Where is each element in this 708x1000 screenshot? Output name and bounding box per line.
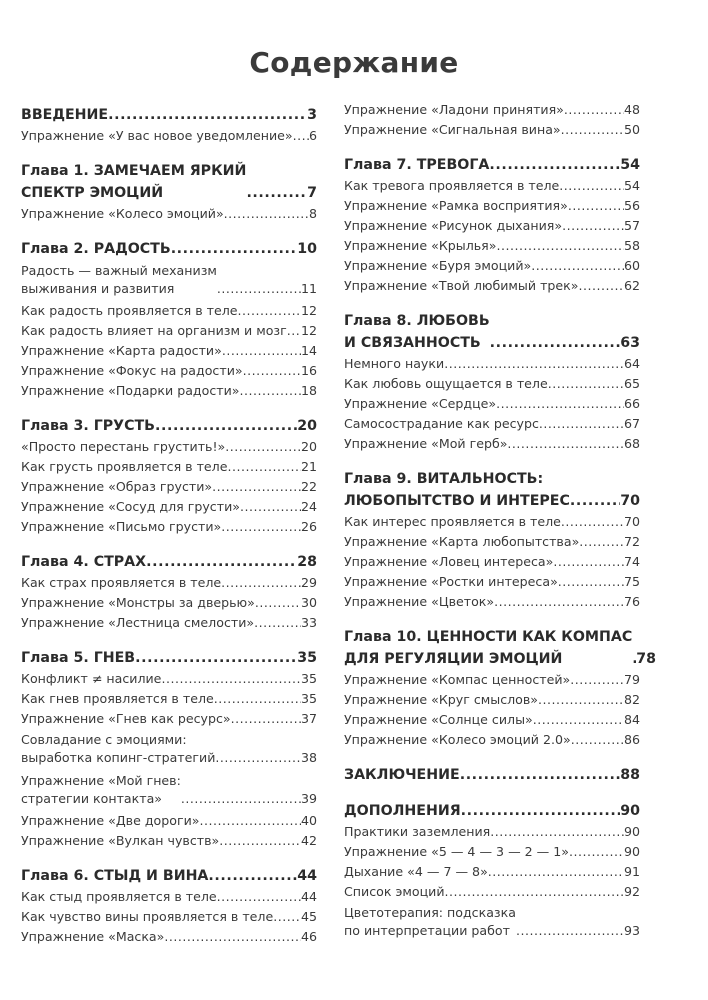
page-number: 82: [623, 692, 640, 707]
toc-entry[interactable]: [21, 669, 317, 689]
page-number: 37: [300, 711, 317, 726]
toc-entry[interactable]: [21, 361, 317, 381]
page-number: 16: [300, 363, 317, 378]
toc-entry-title: Упражнение «Ловец интереса»: [344, 554, 554, 569]
page-number: 88: [620, 767, 640, 783]
page-number: 38: [300, 750, 317, 765]
toc-entry[interactable]: [344, 902, 640, 943]
dot-leader: [490, 332, 621, 354]
dot-leader: [212, 477, 301, 497]
dot-leader: [199, 811, 301, 831]
dot-leader: [564, 100, 624, 120]
toc-entry[interactable]: [344, 120, 640, 140]
toc-entry-title: Как страх проявляется в теле: [21, 575, 222, 590]
page-number: 26: [300, 519, 317, 534]
dot-leader: [570, 670, 624, 690]
toc-entry[interactable]: [21, 321, 317, 341]
page-number: 45: [300, 909, 317, 924]
dot-leader: [578, 276, 624, 296]
toc-entry[interactable]: [21, 477, 317, 497]
toc-entry[interactable]: [21, 770, 317, 811]
toc-entry[interactable]: [344, 862, 640, 882]
dot-leader: [571, 730, 624, 750]
dot-leader: [539, 414, 624, 434]
page-number: 50: [623, 122, 640, 137]
toc-entry-title: Глава 1. ЗАМЕЧАЕМ ЯРКИЙ СПЕКТР ЭМОЦИЙ: [21, 163, 247, 201]
dot-leader: [171, 238, 298, 260]
page-number: 62: [623, 278, 640, 293]
page-number: 20: [297, 418, 317, 434]
dot-leader: [559, 176, 624, 196]
toc-entry-title: Радость — важный механизм выживания и развития: [21, 263, 217, 296]
toc-entry[interactable]: [344, 690, 640, 710]
dot-leader: [219, 831, 301, 851]
page-number: 46: [300, 929, 317, 944]
toc-entry-title: Упражнение «У вас новое уведомление»: [21, 128, 293, 143]
toc-entry[interactable]: [21, 811, 317, 831]
toc-entry-title: Как интерес проявляется в теле: [344, 514, 561, 529]
toc-entry-title: Как тревога проявляется в теле: [344, 178, 560, 193]
toc-chapter-entry[interactable]: [21, 104, 317, 126]
toc-entry[interactable]: [21, 831, 317, 851]
dot-leader: [561, 120, 624, 140]
page-number: 22: [300, 479, 317, 494]
page-number: 78: [636, 651, 657, 667]
page-number: 12: [300, 323, 317, 338]
dot-leader: [208, 865, 297, 887]
page-number: 76: [623, 594, 640, 609]
toc-entry[interactable]: [344, 236, 640, 256]
toc-entry[interactable]: [21, 927, 317, 947]
toc-entry-title: Упражнение «Мой гнев: стратегии контакта»: [21, 773, 181, 806]
dot-leader: [217, 280, 301, 298]
page-number: 48: [623, 102, 640, 117]
toc-entry-title: Упражнение «Письмо грусти»: [21, 519, 222, 534]
page-number: 44: [297, 868, 317, 884]
dot-leader: [538, 690, 624, 710]
toc-entry-title: Упражнение «Монстры за дверью»: [21, 595, 255, 610]
dot-leader: [533, 710, 624, 730]
page-number: 44: [300, 889, 317, 904]
dot-leader: [181, 790, 301, 808]
toc-entry[interactable]: [344, 572, 640, 592]
toc-entry-title: Как гнев проявляется в теле: [21, 691, 214, 706]
dot-leader: [494, 592, 624, 612]
dot-leader: [488, 862, 624, 882]
toc-entry-title: Упражнение «Карта любопытства»: [344, 534, 580, 549]
toc-entry-title: Список эмоций: [344, 884, 445, 899]
toc-entry-title: Упражнение «Колесо эмоций»: [21, 206, 224, 221]
toc-entry-title: Дыхание «4 — 7 — 8»: [344, 864, 488, 879]
toc-entry-title: Как грусть проявляется в теле: [21, 459, 228, 474]
toc-entry-title: ЗАКЛЮЧЕНИЕ: [344, 767, 460, 783]
toc-entry-title: Упражнение «Маска»: [21, 929, 165, 944]
toc-entry-title: Упражнение «Цветок»: [344, 594, 495, 609]
toc-entry-title: «Просто перестань грустить!»: [21, 439, 226, 454]
page-number: 84: [623, 712, 640, 727]
toc-entry[interactable]: [21, 729, 317, 770]
toc-entry[interactable]: [344, 100, 640, 120]
page-number: 29: [300, 575, 317, 590]
toc-entry[interactable]: [21, 573, 317, 593]
toc-entry-title: Упражнение «Образ грусти»: [21, 479, 213, 494]
toc-entry-title: Как радость влияет на организм и мозг: [21, 323, 287, 338]
dot-leader: [239, 381, 300, 401]
toc-entry[interactable]: [344, 532, 640, 552]
dot-leader: [217, 887, 301, 907]
toc-entry-title: Упражнение «Сосуд для грусти»: [21, 499, 240, 514]
toc-chapter-entry[interactable]: [21, 415, 317, 437]
page-number: 70: [620, 493, 640, 509]
toc-entry[interactable]: [344, 176, 640, 196]
toc-entry-title: Упражнение «Солнце силы»: [344, 712, 533, 727]
page-number: 90: [620, 803, 640, 819]
toc-entry-title: Упражнение «Буря эмоций»: [344, 258, 532, 273]
page-number: 24: [300, 499, 317, 514]
dot-leader: [562, 216, 624, 236]
toc-entry[interactable]: [344, 414, 640, 434]
page-number: 35: [300, 691, 317, 706]
dot-leader: [231, 709, 301, 729]
toc-entry-title: Конфликт ≠ насилие: [21, 671, 162, 686]
page-number: 91: [623, 864, 640, 879]
toc-chapter-entry[interactable]: [344, 154, 640, 176]
dot-leader: [215, 749, 301, 767]
dot-leader: [579, 532, 624, 552]
dot-leader: [516, 922, 624, 940]
page-number: 54: [623, 178, 640, 193]
dot-leader: [243, 361, 301, 381]
dot-leader: [238, 301, 301, 321]
toc-entry-title: ДОПОЛНЕНИЯ: [344, 803, 461, 819]
toc-entry[interactable]: [21, 341, 317, 361]
toc-entry-title: Глава 9. ВИТАЛЬНОСТЬ: ЛЮБОПЫТСТВО И ИНТЕРЕС: [344, 471, 570, 509]
page-number: 14: [300, 343, 317, 358]
page-number: 66: [623, 396, 640, 411]
dot-leader: [155, 415, 297, 437]
toc-entry-title: Упражнение «Две дороги»: [21, 813, 200, 828]
page-number: 74: [623, 554, 640, 569]
page-number: 63: [620, 335, 640, 351]
dot-leader: [225, 437, 301, 457]
toc-entry-title: Упражнение «Круг смыслов»: [344, 692, 539, 707]
page-number: 10: [297, 241, 317, 257]
toc-chapter-entry[interactable]: [21, 160, 317, 204]
dot-leader: [490, 822, 624, 842]
dot-leader: [558, 572, 624, 592]
page-number: 18: [300, 383, 317, 398]
toc-entry-title: Упражнение «Фокус на радости»: [21, 363, 243, 378]
dot-leader: [287, 321, 301, 341]
page-number: 90: [623, 824, 640, 839]
page-number: 72: [623, 534, 640, 549]
toc-entry[interactable]: [21, 709, 317, 729]
toc-entry-title: Как чувство вины проявляется в теле: [21, 909, 274, 924]
toc-chapter-entry[interactable]: [344, 764, 640, 786]
toc-entry-title: Глава 6. СТЫД И ВИНА: [21, 868, 209, 884]
page-number: 42: [300, 833, 317, 848]
toc-entry-title: Совладание с эмоциями: выработка копинг-стратегий: [21, 732, 216, 765]
toc-entry[interactable]: [21, 126, 317, 146]
toc-entry[interactable]: [344, 882, 640, 902]
dot-leader: [108, 104, 307, 126]
toc-entry-title: Упражнение «Вулкан чувств»: [21, 833, 220, 848]
toc-left-column: [21, 100, 317, 947]
page-number: 75: [623, 574, 640, 589]
dot-leader: [164, 927, 301, 947]
toc-entry[interactable]: [344, 276, 640, 296]
page-number: 35: [300, 671, 317, 686]
toc-entry-title: Самосострадание как ресурс: [344, 416, 539, 431]
toc-entry[interactable]: [344, 196, 640, 216]
toc-entry-title: ВВЕДЕНИЕ: [21, 107, 109, 123]
page-number: 56: [623, 198, 640, 213]
dot-leader: [135, 647, 297, 669]
page-number: 20: [300, 439, 317, 454]
dot-leader: [531, 256, 624, 276]
toc-entry-title: Глава 8. ЛЮБОВЬ И СВЯЗАННОСТЬ: [344, 313, 490, 351]
toc-entry-title: Упражнение «Ладони принятия»: [344, 102, 564, 117]
toc-entry[interactable]: [344, 842, 640, 862]
dot-leader: [460, 764, 621, 786]
page-number: 35: [297, 650, 317, 666]
page-number: 7: [307, 185, 317, 201]
toc-chapter-entry[interactable]: [344, 626, 657, 670]
page-number: 28: [297, 554, 317, 570]
toc-entry-title: Упражнение «Мой герб»: [344, 436, 508, 451]
toc-entry-title: Упражнение «Сигнальная вина»: [344, 122, 561, 137]
toc-entry-title: Упражнение «Сердце»: [344, 396, 497, 411]
toc-entry-title: Как стыд проявляется в теле: [21, 889, 217, 904]
toc-entry-title: Глава 4. СТРАХ: [21, 554, 147, 570]
page-number: 39: [300, 791, 317, 806]
toc-chapter-entry[interactable]: [21, 865, 317, 887]
toc-entry[interactable]: [344, 216, 640, 236]
toc-entry-title: Упражнение «Колесо эмоций 2.0»: [344, 732, 571, 747]
toc-entry[interactable]: [21, 613, 317, 633]
dot-leader: [214, 689, 301, 709]
toc-chapter-entry[interactable]: [21, 238, 317, 260]
toc-entry[interactable]: [21, 457, 317, 477]
toc-right-column: [344, 100, 657, 943]
toc-entry-title: Глава 3. ГРУСТЬ: [21, 418, 155, 434]
page-title: Содержание: [249, 46, 459, 79]
page-number: 79: [623, 672, 640, 687]
toc-entry-title: Упражнение «Рамка восприятия»: [344, 198, 568, 213]
dot-leader: [444, 354, 624, 374]
page-number: 92: [623, 884, 640, 899]
dot-leader: [496, 394, 624, 414]
toc-entry-title: Упражнение «Ростки интереса»: [344, 574, 558, 589]
toc-entry-title: Глава 5. ГНЕВ: [21, 650, 136, 666]
page-number: 60: [623, 258, 640, 273]
toc-entry[interactable]: [344, 256, 640, 276]
dot-leader: [146, 551, 297, 573]
dot-leader: [222, 341, 301, 361]
page-number: 90: [623, 844, 640, 859]
toc-entry-title: Упражнение «Подарки радости»: [21, 383, 240, 398]
dot-leader: [561, 512, 624, 532]
toc-entry-title: Глава 10. ЦЕННОСТИ КАК КОМПАС ДЛЯ РЕГУЛЯЦИИ ЭМОЦИЙ: [344, 629, 633, 667]
toc-chapter-entry[interactable]: [344, 800, 640, 822]
toc-entry-title: Упражнение «Крылья»: [344, 238, 497, 253]
dot-leader: [568, 196, 624, 216]
dot-leader: [548, 374, 624, 394]
page-number: 21: [300, 459, 317, 474]
toc-entry-title: Упражнение «Компас ценностей»: [344, 672, 571, 687]
toc-entry[interactable]: [344, 730, 640, 750]
toc-entry[interactable]: [21, 887, 317, 907]
dot-leader: [161, 669, 301, 689]
toc-chapter-entry[interactable]: [21, 647, 317, 669]
page-number: 8: [308, 206, 317, 221]
page-number: 67: [623, 416, 640, 431]
page-number: 64: [623, 356, 640, 371]
toc-chapter-entry[interactable]: [21, 551, 317, 573]
toc-entry[interactable]: [21, 689, 317, 709]
toc-entry[interactable]: [21, 381, 317, 401]
dot-leader: [254, 613, 301, 633]
toc-chapter-entry[interactable]: [344, 310, 640, 354]
toc-entry[interactable]: [344, 592, 640, 612]
page-number: 57: [623, 218, 640, 233]
dot-leader: [496, 236, 624, 256]
page-number: 3: [307, 107, 317, 123]
dot-leader: [570, 490, 620, 512]
dot-leader: [507, 434, 624, 454]
toc-entry[interactable]: [21, 593, 317, 613]
toc-chapter-entry[interactable]: [344, 468, 640, 512]
dot-leader: [489, 154, 620, 176]
toc-entry-title: Цветотерапия: подсказка по интерпретации работ: [344, 905, 516, 938]
toc-entry[interactable]: [344, 512, 640, 532]
page-number: 6: [308, 128, 317, 143]
page-number: 58: [623, 238, 640, 253]
toc-entry[interactable]: [21, 497, 317, 517]
page-number: 30: [300, 595, 317, 610]
toc-entry[interactable]: [21, 204, 317, 224]
page-number: 40: [300, 813, 317, 828]
dot-leader: [221, 573, 301, 593]
toc-entry-title: Как радость проявляется в теле: [21, 303, 238, 318]
page-number: 68: [623, 436, 640, 451]
toc-entry[interactable]: [21, 517, 317, 537]
dot-leader: [569, 842, 624, 862]
toc-entry[interactable]: [344, 670, 640, 690]
dot-leader: [255, 593, 301, 613]
toc-entry[interactable]: [344, 822, 640, 842]
toc-entry-title: Упражнение «Рисунок дыхания»: [344, 218, 563, 233]
page-number: 12: [300, 303, 317, 318]
dot-leader: [445, 882, 624, 902]
dot-leader: [221, 517, 301, 537]
toc-entry[interactable]: [21, 260, 317, 301]
page-number: 65: [623, 376, 640, 391]
toc-entry-title: Глава 2. РАДОСТЬ: [21, 241, 171, 257]
page-number: 70: [623, 514, 640, 529]
dot-leader: [553, 552, 624, 572]
toc-entry-title: Немного науки: [344, 356, 445, 371]
toc-entry-title: Упражнение «5 — 4 — 3 — 2 — 1»: [344, 844, 569, 859]
toc-entry-title: Упражнение «Гнев как ресурс»: [21, 711, 231, 726]
toc-entry[interactable]: [21, 907, 317, 927]
page-number: 33: [300, 615, 317, 630]
dot-leader: [240, 497, 301, 517]
toc-entry[interactable]: [21, 301, 317, 321]
toc-entry-title: Как любовь ощущается в теле: [344, 376, 548, 391]
toc-entry[interactable]: [344, 374, 640, 394]
toc-entry-title: Упражнение «Карта радости»: [21, 343, 222, 358]
toc-entry-title: Упражнение «Твой любимый трек»: [344, 278, 579, 293]
page-number: 93: [623, 923, 640, 938]
dot-leader: [227, 457, 301, 477]
dot-leader: [461, 800, 621, 822]
page-number: 54: [620, 157, 640, 173]
toc-entry-title: Упражнение «Лестница смелости»: [21, 615, 255, 630]
dot-leader: [224, 204, 309, 224]
toc-entry[interactable]: [344, 354, 640, 374]
toc-entry[interactable]: [21, 437, 317, 457]
toc-entry[interactable]: [344, 434, 640, 454]
dot-leader: [246, 182, 307, 204]
toc-entry-title: Практики заземления: [344, 824, 491, 839]
page-number: 86: [623, 732, 640, 747]
page-number: 11: [300, 281, 317, 296]
dot-leader: [293, 126, 309, 146]
toc-entry[interactable]: [344, 394, 640, 414]
toc-entry[interactable]: [344, 552, 640, 572]
dot-leader: [273, 907, 301, 927]
toc-entry[interactable]: [344, 710, 640, 730]
toc-entry-title: Глава 7. ТРЕВОГА: [344, 157, 490, 173]
